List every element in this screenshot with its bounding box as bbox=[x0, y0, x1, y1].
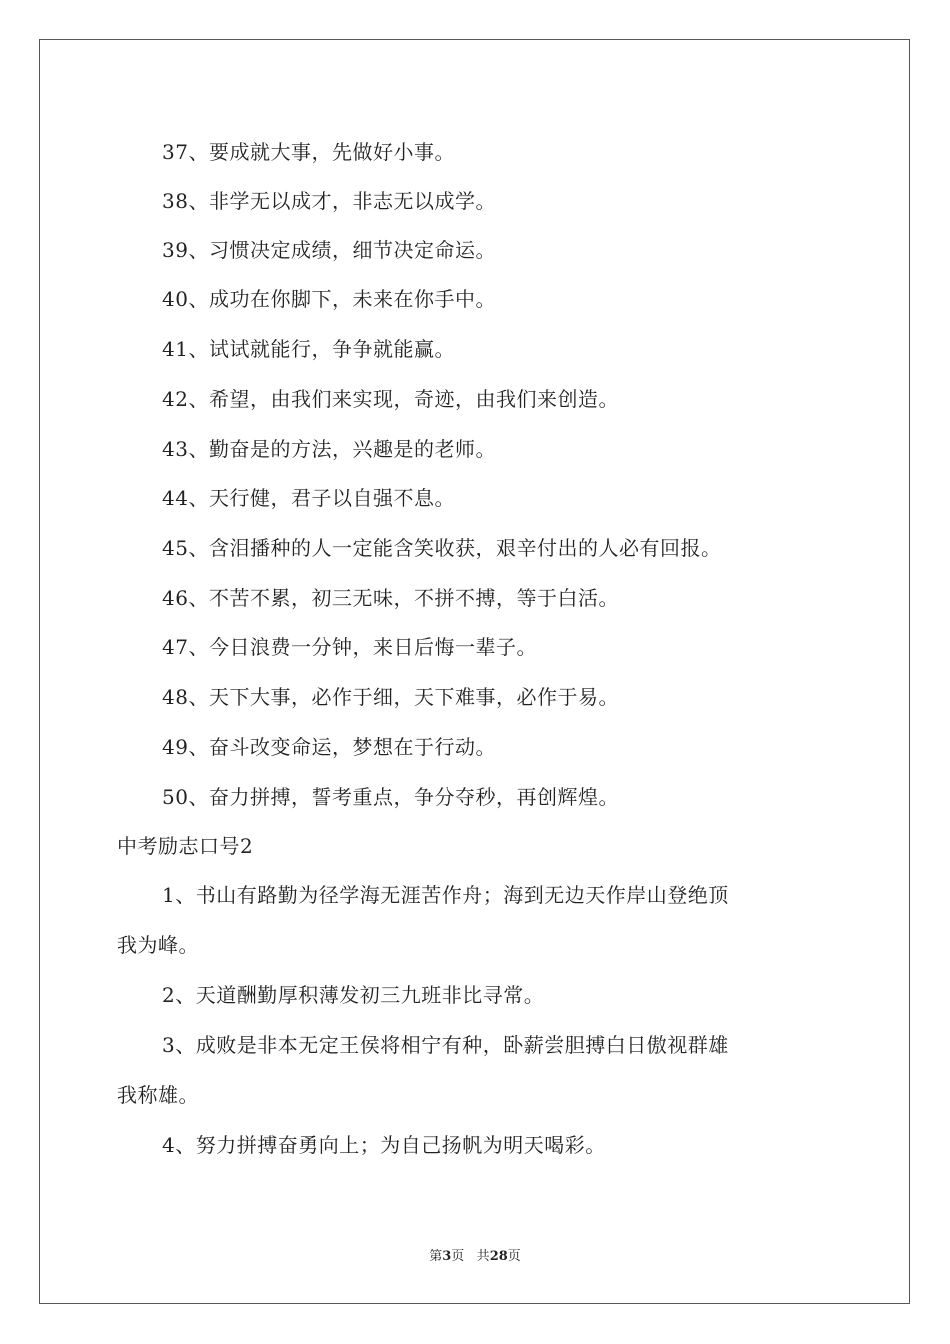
page-footer bbox=[0, 1248, 950, 1266]
footer-total-suffix: 页 bbox=[507, 1249, 521, 1264]
footer-page-suffix: 页 bbox=[451, 1249, 465, 1264]
section-item-4: 4、努力拼搏奋勇向上；为自己扬帆为明天喝彩。 bbox=[162, 1133, 606, 1157]
slogan-50: 50、奋力拼搏，誓考重点，争分夺秒，再创辉煌。 bbox=[162, 785, 619, 809]
slogan-39: 39、习惯决定成绩，细节决定命运。 bbox=[162, 238, 496, 262]
slogan-49: 49、奋斗改变命运，梦想在于行动。 bbox=[162, 735, 496, 759]
slogan-41: 41、试试就能行，争争就能赢。 bbox=[162, 337, 455, 361]
footer-current-page: 3 bbox=[442, 1249, 452, 1264]
section-item-3-line-2: 我称雄。 bbox=[117, 1083, 199, 1107]
section-item-1-line-2: 我为峰。 bbox=[117, 933, 199, 957]
slogan-48: 48、天下大事，必作于细，天下难事，必作于易。 bbox=[162, 685, 619, 709]
section-item-2: 2、天道酬勤厚积薄发初三九班非比寻常。 bbox=[162, 983, 545, 1007]
slogan-37: 37、要成就大事，先做好小事。 bbox=[162, 140, 455, 164]
slogan-43: 43、勤奋是的方法，兴趣是的老师。 bbox=[162, 437, 496, 461]
slogan-45: 45、含泪播种的人一定能含笑收获，艰辛付出的人必有回报。 bbox=[162, 536, 722, 560]
slogan-40: 40、成功在你脚下，未来在你手中。 bbox=[162, 287, 496, 311]
page-border bbox=[39, 39, 910, 1304]
slogan-42: 42、希望，由我们来实现，奇迹，由我们来创造。 bbox=[162, 387, 619, 411]
slogan-38: 38、非学无以成才，非志无以成学。 bbox=[162, 189, 496, 213]
slogan-47: 47、今日浪费一分钟，来日后悔一辈子。 bbox=[162, 635, 537, 659]
section-heading: 中考励志口号2 bbox=[117, 834, 254, 858]
slogan-44: 44、天行健，君子以自强不息。 bbox=[162, 486, 455, 510]
section-item-1-line-1: 1、书山有路勤为径学海无涯苦作舟；海到无边天作岸山登绝顶 bbox=[162, 883, 729, 907]
section-item-3-line-1: 3、成败是非本无定王侯将相宁有种，卧薪尝胆搏白日傲视群雄 bbox=[162, 1033, 729, 1057]
footer-total-prefix: 共 bbox=[476, 1249, 490, 1264]
slogan-46: 46、不苦不累，初三无味，不拼不搏，等于白活。 bbox=[162, 586, 619, 610]
footer-total-pages: 28 bbox=[489, 1249, 508, 1264]
footer-prefix: 第 bbox=[429, 1249, 443, 1264]
